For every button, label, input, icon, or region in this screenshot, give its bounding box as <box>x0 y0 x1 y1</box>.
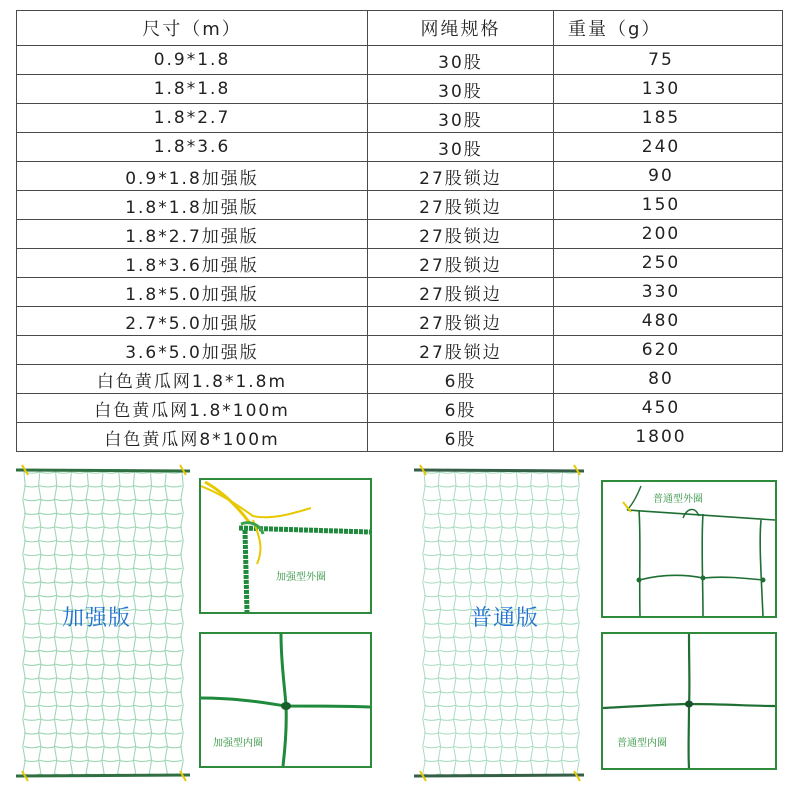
weight-value: 240 <box>641 137 681 157</box>
net-strand <box>424 719 578 720</box>
cell-size: 2.7*5.0加强版 <box>17 307 368 336</box>
weight-value: 450 <box>641 398 681 418</box>
table-row <box>17 133 783 162</box>
table-row <box>17 423 783 452</box>
reinforced-outer-inset <box>199 478 372 614</box>
reinforced-outer-caption: 加强型外圈 <box>276 572 326 583</box>
cell-rope: 6股 <box>368 365 554 394</box>
net-strand <box>424 650 578 651</box>
cell-rope: 27股锁边 <box>368 249 554 278</box>
cell-rope: 27股锁边 <box>368 307 554 336</box>
net-strand <box>424 760 578 761</box>
net-support-rod <box>16 470 190 471</box>
cell-rope: 27股锁边 <box>368 336 554 365</box>
net-support-rod <box>414 775 584 776</box>
net-strand <box>424 582 578 583</box>
weight-value: 80 <box>648 369 674 389</box>
cell-size: 1.8*1.8 <box>17 75 368 104</box>
net-strand <box>424 692 578 693</box>
weight-value: 150 <box>641 195 681 215</box>
table-row <box>17 307 783 336</box>
reinforced-inner-caption: 加强型内圈 <box>213 738 263 749</box>
net-strand <box>24 760 182 761</box>
net-strand <box>24 541 182 542</box>
cell-size: 白色黄瓜网1.8*1.8m <box>17 365 368 394</box>
table-row <box>17 394 783 423</box>
cell-size: 3.6*5.0加强版 <box>17 336 368 365</box>
net-strand <box>424 705 578 706</box>
cell-weight <box>554 104 783 133</box>
standard-outer-caption: 普通型外圈 <box>653 494 703 505</box>
cell-size: 白色黄瓜网8*100m <box>17 423 368 452</box>
weight-value: 330 <box>641 282 681 302</box>
standard-label: 普通版 <box>470 606 540 631</box>
cell-rope: 30股 <box>368 104 554 133</box>
cell-rope: 27股锁边 <box>368 220 554 249</box>
table-row <box>17 249 783 278</box>
net-strand <box>424 541 578 542</box>
cell-rope: 27股锁边 <box>368 278 554 307</box>
net-strand <box>424 499 578 500</box>
cell-weight <box>554 365 783 394</box>
header-weight: 重量（g） <box>554 11 783 46</box>
net-strand <box>24 527 182 528</box>
net-strand <box>424 486 578 487</box>
cell-weight <box>554 75 783 104</box>
reinforced-label: 加强版 <box>62 606 132 631</box>
cell-size: 1.8*3.6加强版 <box>17 249 368 278</box>
net-strand <box>24 486 182 487</box>
table-body <box>17 46 783 452</box>
cell-weight <box>554 133 783 162</box>
net-strand <box>424 513 578 514</box>
reinforced-inner-inset <box>199 632 372 768</box>
net-strand <box>24 568 182 569</box>
cell-weight <box>554 336 783 365</box>
table-row <box>17 220 783 249</box>
table-row <box>17 365 783 394</box>
table-row <box>17 104 783 133</box>
weight-value: 1800 <box>635 427 687 447</box>
table-row <box>17 75 783 104</box>
standard-inner-caption: 普通型内圈 <box>617 738 667 749</box>
net-strand <box>24 499 182 500</box>
table-row <box>17 336 783 365</box>
cell-size: 1.8*1.8加强版 <box>17 191 368 220</box>
cell-rope: 27股锁边 <box>368 162 554 191</box>
cell-rope: 6股 <box>368 394 554 423</box>
cell-weight <box>554 278 783 307</box>
table-row <box>17 278 783 307</box>
net-strand <box>24 650 182 651</box>
cell-rope: 30股 <box>368 75 554 104</box>
weight-value: 90 <box>648 166 674 186</box>
net-strand <box>24 554 182 555</box>
net-strand <box>424 554 578 555</box>
table-header-row <box>17 11 783 46</box>
cell-size: 1.8*2.7 <box>17 104 368 133</box>
cell-weight <box>554 220 783 249</box>
cell-size: 1.8*2.7加强版 <box>17 220 368 249</box>
cell-size: 0.9*1.8加强版 <box>17 162 368 191</box>
weight-value: 200 <box>641 224 681 244</box>
spec-table <box>16 10 783 452</box>
weight-value: 480 <box>641 311 681 331</box>
table-row <box>17 46 783 75</box>
header-size: 尺寸（m） <box>17 11 368 46</box>
weight-value: 75 <box>648 50 674 70</box>
cell-size: 0.9*1.8 <box>17 46 368 75</box>
cell-weight <box>554 191 783 220</box>
net-strand <box>424 596 578 597</box>
cell-rope: 30股 <box>368 133 554 162</box>
net-support-rod <box>16 775 190 776</box>
weight-value: 185 <box>641 108 681 128</box>
net-strand <box>424 664 578 665</box>
weight-value: 250 <box>641 253 681 273</box>
cell-weight <box>554 249 783 278</box>
net-strand <box>424 747 578 748</box>
net-strand <box>424 637 578 638</box>
weight-value: 130 <box>641 79 681 99</box>
net-strand <box>24 733 182 734</box>
net-strand <box>24 664 182 665</box>
header-rope: 网绳规格 <box>368 11 554 46</box>
net-strand <box>24 692 182 693</box>
cell-weight <box>554 162 783 191</box>
cell-size: 白色黄瓜网1.8*100m <box>17 394 368 423</box>
net-strand <box>424 678 578 679</box>
net-strand <box>24 637 182 638</box>
table-row <box>17 162 783 191</box>
cell-weight <box>554 46 783 75</box>
cell-size: 1.8*3.6 <box>17 133 368 162</box>
net-support-rod <box>414 470 584 471</box>
net-strand <box>24 747 182 748</box>
standard-outer-inset <box>601 480 777 618</box>
net-strand <box>24 719 182 720</box>
cell-rope: 27股锁边 <box>368 191 554 220</box>
cell-weight <box>554 307 783 336</box>
table-row <box>17 191 783 220</box>
weight-value: 620 <box>641 340 681 360</box>
net-strand <box>424 733 578 734</box>
net-strand <box>24 582 182 583</box>
net-strand <box>424 527 578 528</box>
cell-size: 1.8*5.0加强版 <box>17 278 368 307</box>
net-strand <box>24 513 182 514</box>
cell-weight <box>554 423 783 452</box>
cell-rope: 30股 <box>368 46 554 75</box>
net-strand <box>24 678 182 679</box>
net-strand <box>24 596 182 597</box>
standard-inner-inset <box>601 632 777 770</box>
net-strand <box>24 705 182 706</box>
net-strand <box>424 568 578 569</box>
cell-rope: 6股 <box>368 423 554 452</box>
cell-weight <box>554 394 783 423</box>
